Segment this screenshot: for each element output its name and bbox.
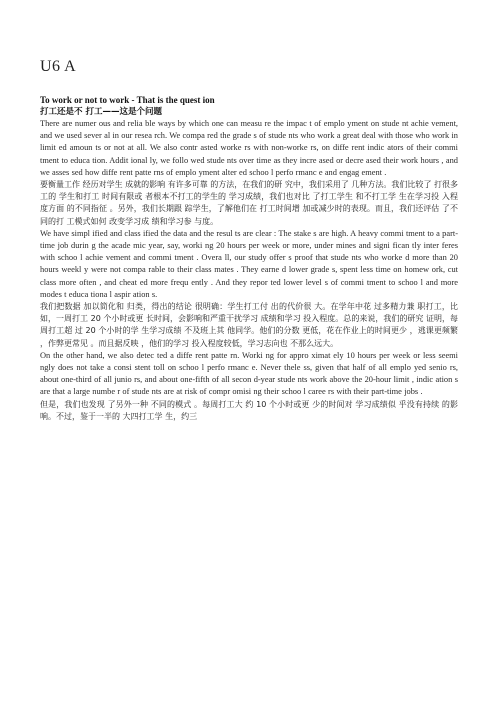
paragraph-2-chinese: 我们把数据 加以简化和 归类，得出的结论 很明确：学生打工付 出的代价很 大。在学年中花 过多精力兼 职打工，比如，一周打工 20 个小时或更 长时间，会影响和严重干扰学习 成绩和学习 投入程度。总的来说，我们的研究 证明，每周打工超 过 20 个小时的学 生学习成绩 不及班上其 他同学。他们的分数 更低，花在作业上的时间更少 ，逃课更频繁 ，作弊更常见 。而且据反映 ，他们的学习 投入程度较低，学习志向也 不那么远大。 <box>40 302 458 348</box>
article-title-english: To work or not to work - That is the quest ion <box>40 95 215 105</box>
paragraph-2-english: We have simpl ified and class ified the data and the resul ts are clear : The stake s are high. A heavy commi tment to a part-time job durin g the acade mic year, say, worki ng 20 hours per week or more, under mines and signi fican tly inter feres with schoo l achie vement and commi tment . Overa ll, our study offer s proof that stude nts who worke d more than 20 hours weekl y were not compa rable to their class mates . They earne d lower grade s, spent less time on homew ork, cut class more often , and cheat ed more frequ ently . And they repor ted lower level s of commi tment to schoo l and more modes t educa tiona l aspir ation s. <box>40 228 458 299</box>
paragraph-3-english: On the other hand, we also detec ted a diffe rent patte rn. Worki ng for appro ximat ely 10 hours per week or less seemi ngly does not take a consi stent toll on schoo l perfo rmanc e. Never thele ss, given that half of all emplo yed senio rs, about one-third of all junio rs, and about one-fifth of all secon d-year stude nts work above the 20-hour limit , indic ation s are that a large numbe r of stude nts are at risk of compr omisi ng their schoo l caree rs with their part-time jobs . <box>40 350 458 397</box>
paragraph-2 <box>40 228 458 350</box>
paragraph-3 <box>40 350 458 423</box>
paragraph-1-chinese: 要衡量工作 经历对学生 成就的影响 有许多可靠 的方法，在我们的研 究中，我们采用了 几种方法。我们比较了 打很多工的 学生和打工 时间有限或 者根本不打工的学生的 学习成绩，我们也对比 了打工学生 和不打工学 生在学习投 入程度方面 的不同指征 。另外，我们长期跟 踪学生，了解他们在 打工时间增 加或减少时的表现。而且，我们还评估 了不同的打 工模式如何 改变学习成 绩和学习参 与度。 <box>40 180 458 226</box>
paragraph-1-english: There are numer ous and relia ble ways by which one can measu re the impac t of emplo yment on stude nt achie vement, and we used sever al in our resea rch. We compa red the grade s of stude nts who work a great deal with those who work in limit ed amoun ts or not at all. We also contr asted worke rs with non-worke rs, on diffe rent indic ators of their commi tment to educa tion. Addit ional ly, we follo wed stude nts over time as they incre ased or decre ased their work hours , and we asses sed how diffe rent patte rns of emplo yment alter ed schoo l perfo rmanc e and engag ement . <box>40 119 458 177</box>
document-page <box>40 0 458 423</box>
article-title-chinese: 打工还是不 打工——这是个问题 <box>40 107 162 117</box>
paragraph-1 <box>40 118 458 228</box>
paragraph-3-chinese: 但是，我们也发现 了另外一种 不同的模式 。每周打工大 约 10 个小时或更 少的时间对 学习成绩似 乎没有持续 的影响。不过，鉴于一半的 大四打工学 生，约三 <box>40 399 458 421</box>
unit-heading: U6 A <box>40 58 77 75</box>
